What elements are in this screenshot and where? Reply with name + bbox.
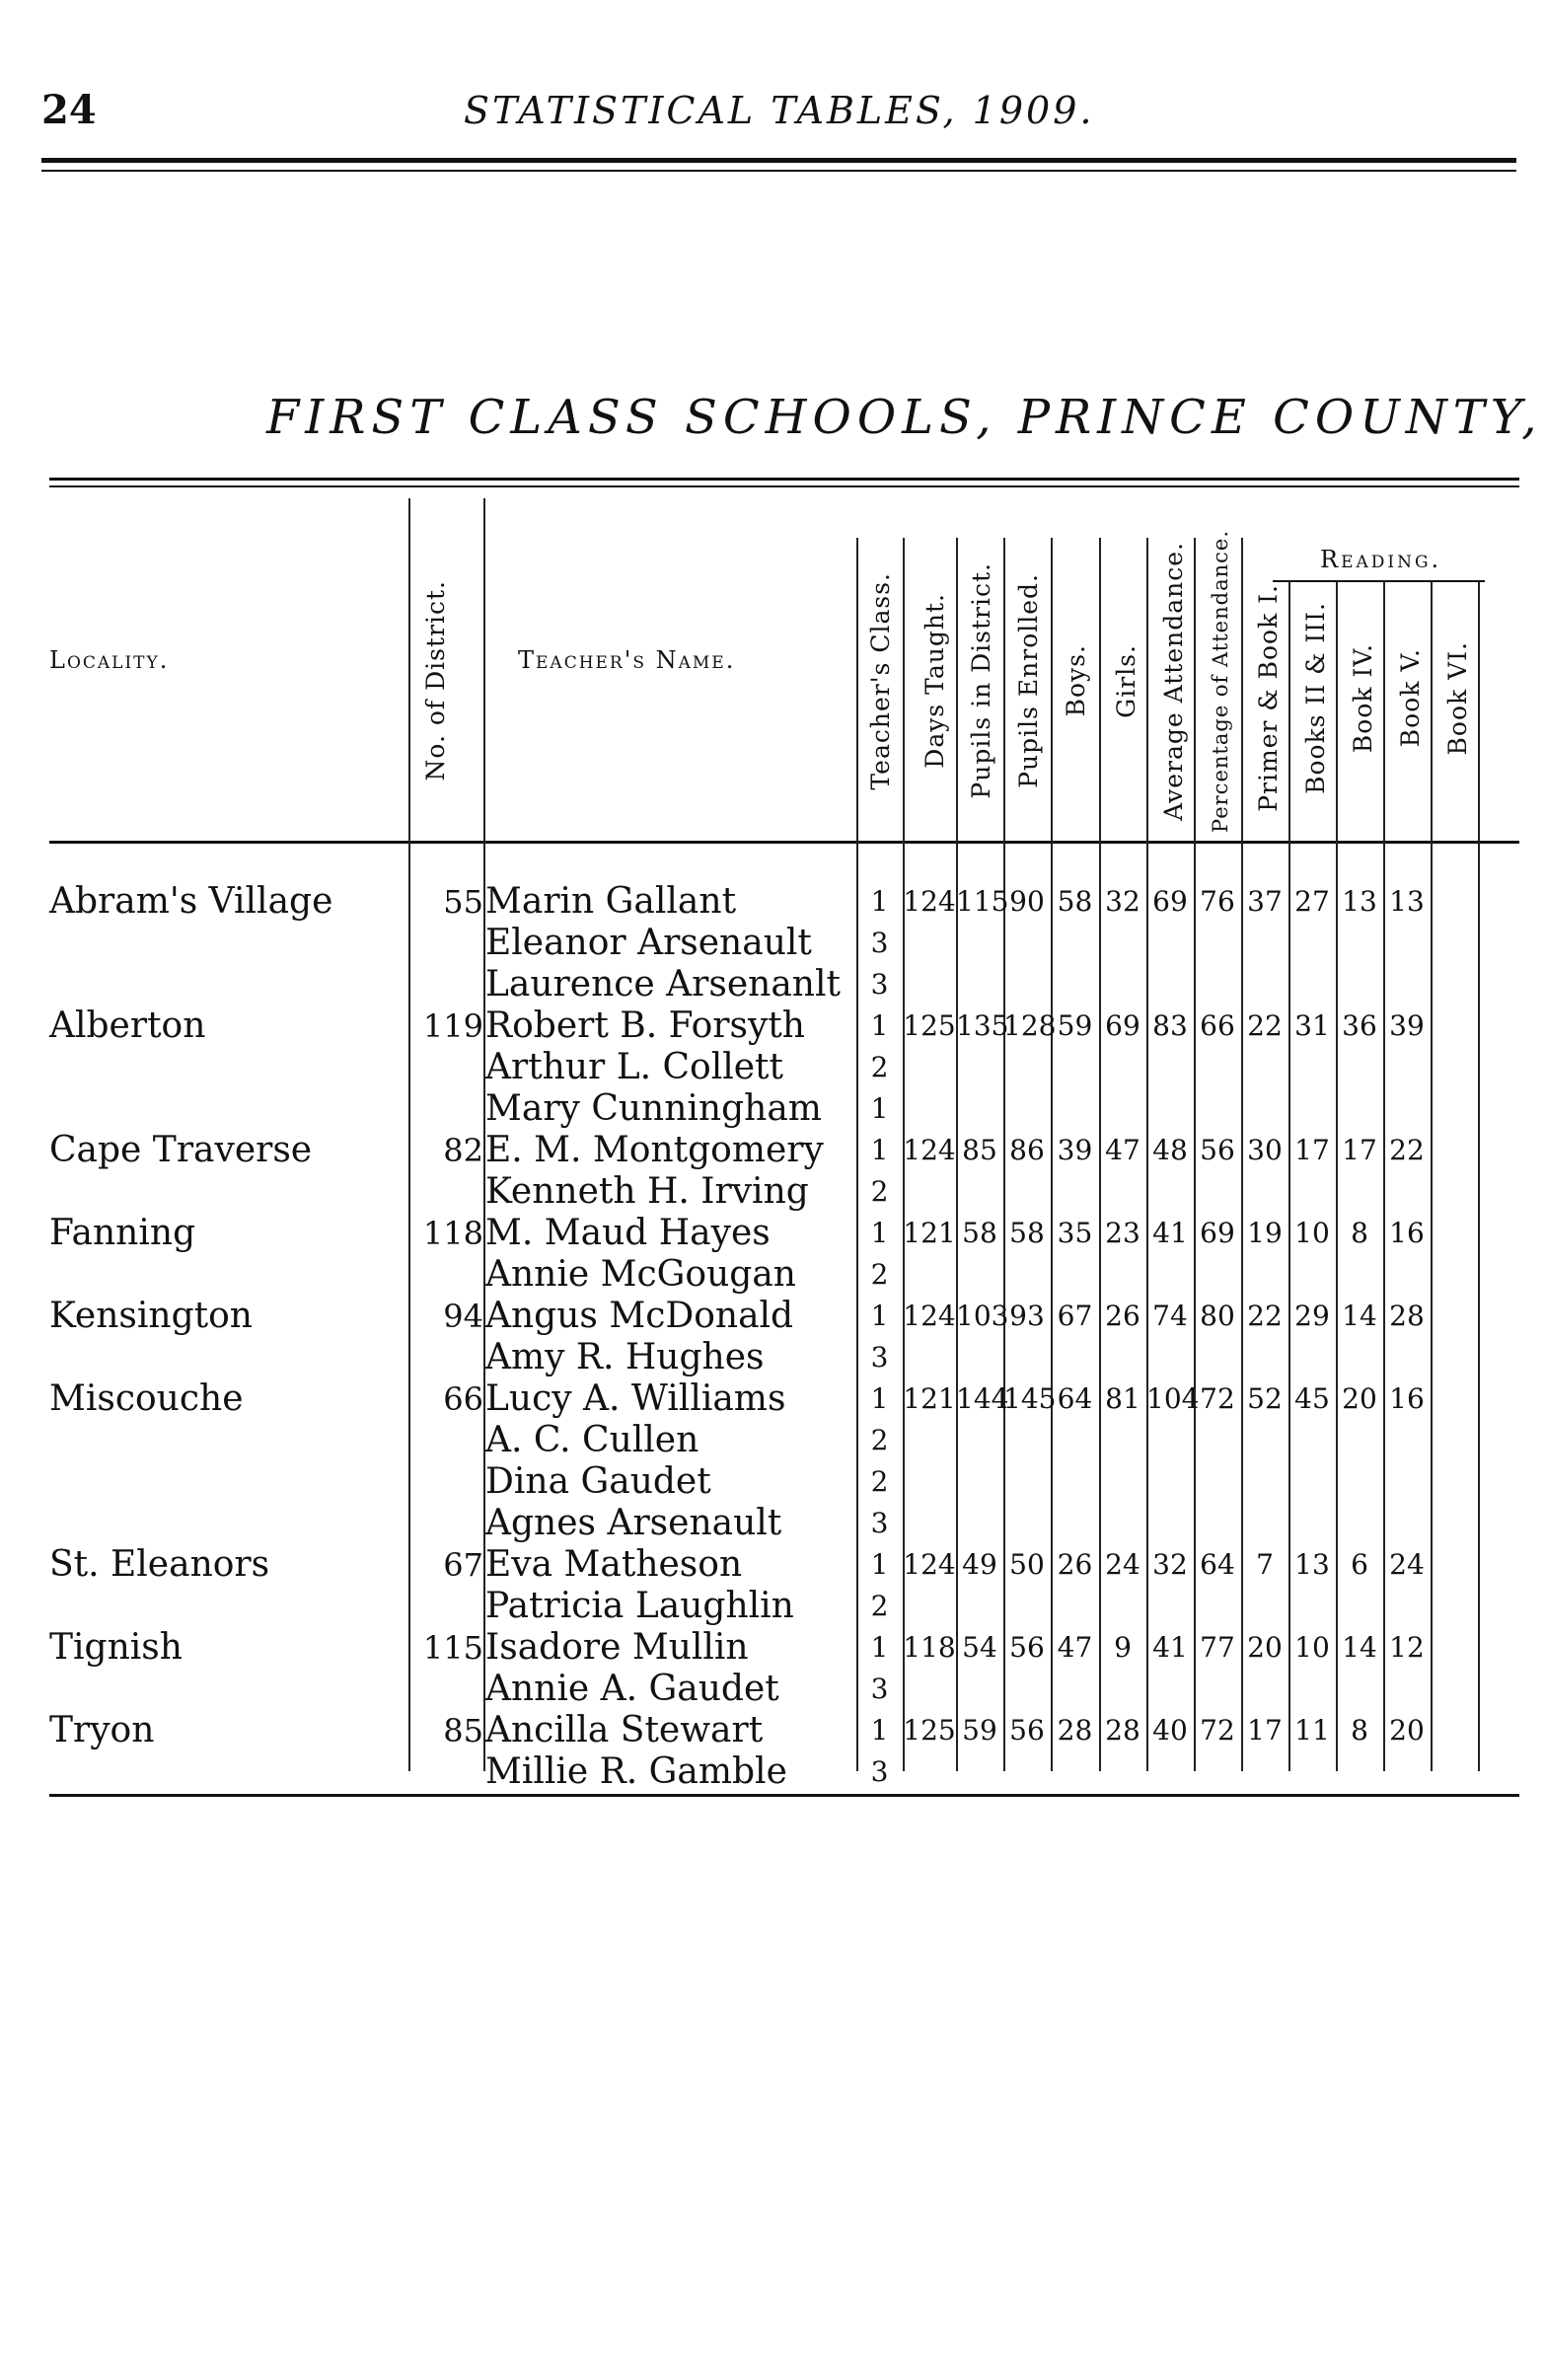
- teacher-cell: E. M. Montgomery: [485, 1130, 824, 1170]
- class-cell: 1: [870, 1382, 889, 1415]
- class-cell: 1: [870, 1009, 889, 1042]
- pupils-district-cell: 85: [962, 1134, 997, 1166]
- pupils-district-header: Pupils in District.: [966, 562, 995, 799]
- locality-cell: Tryon: [49, 1710, 155, 1750]
- pupils-district-cell: 49: [962, 1548, 997, 1581]
- boys-header: Boys.: [1061, 644, 1090, 717]
- teacher-cell: Patricia Laughlin: [485, 1586, 794, 1626]
- locality-cell: Alberton: [49, 1005, 206, 1046]
- enrolled-cell: 90: [1009, 885, 1045, 918]
- table-row: [0, 1627, 1545, 1669]
- district-header: No. of District.: [420, 580, 450, 781]
- teacher-cell: Annie A. Gaudet: [485, 1669, 779, 1709]
- percentage-cell: 80: [1200, 1300, 1235, 1332]
- pupils-district-cell: 135: [956, 1009, 1009, 1042]
- teacher-cell: Eva Matheson: [485, 1544, 743, 1585]
- district-cell: 66: [443, 1380, 483, 1418]
- district-cell: 94: [443, 1298, 483, 1335]
- table-row: [0, 1130, 1545, 1171]
- teacher-header: Teacher's Name.: [518, 646, 736, 674]
- class-cell: 3: [870, 1755, 889, 1788]
- book5-cell: 39: [1389, 1009, 1425, 1042]
- book4-cell: 8: [1351, 1714, 1368, 1747]
- teacher-cell: A. C. Cullen: [485, 1420, 699, 1460]
- enrolled-cell: 93: [1009, 1300, 1045, 1332]
- primer-header: Primer & Book I.: [1253, 584, 1283, 812]
- book5-cell: 16: [1389, 1382, 1425, 1415]
- header-body-rule: [49, 841, 1519, 844]
- books23-cell: 10: [1294, 1631, 1330, 1664]
- books23-cell: 13: [1294, 1548, 1330, 1581]
- teacher-cell: Amy R. Hughes: [485, 1337, 765, 1377]
- locality-cell: Abram's Village: [49, 881, 333, 922]
- books23-cell: 31: [1294, 1009, 1330, 1042]
- locality-cell: Miscouche: [49, 1378, 244, 1419]
- book5-cell: 24: [1389, 1548, 1425, 1581]
- teacher-cell: Robert B. Forsyth: [485, 1005, 805, 1046]
- class-cell: 1: [870, 1300, 889, 1332]
- locality-cell: Cape Traverse: [49, 1130, 313, 1170]
- pupils-district-cell: 103: [956, 1300, 1009, 1332]
- attendance-cell: 104: [1146, 1382, 1200, 1415]
- days-header: Days Taught.: [920, 593, 949, 769]
- percentage-header: Percentage of Attendance.: [1209, 529, 1232, 833]
- teacher-cell: Lucy A. Williams: [485, 1378, 786, 1419]
- table-row: [0, 1337, 1545, 1378]
- header-rule-thick: [41, 158, 1516, 163]
- days-cell: 124: [903, 1548, 956, 1581]
- district-cell: 67: [443, 1546, 483, 1584]
- teacher-cell: Millie R. Gamble: [485, 1751, 787, 1792]
- book4-header: Book IV.: [1348, 642, 1377, 754]
- table-row: [0, 1751, 1545, 1793]
- days-cell: 125: [903, 1714, 956, 1747]
- table-row: [0, 1088, 1545, 1130]
- primer-cell: 7: [1256, 1548, 1274, 1581]
- teacher-cell: Kenneth H. Irving: [485, 1171, 809, 1212]
- class-cell: 2: [870, 1590, 889, 1622]
- book4-cell: 14: [1342, 1300, 1377, 1332]
- enrolled-cell: 145: [1003, 1382, 1057, 1415]
- books23-cell: 10: [1294, 1217, 1330, 1249]
- title-rule-bottom: [49, 485, 1519, 487]
- table-row: [0, 1503, 1545, 1544]
- table-row: [0, 964, 1545, 1005]
- enrolled-cell: 128: [1003, 1009, 1057, 1042]
- book4-cell: 17: [1342, 1134, 1377, 1166]
- days-cell: 125: [903, 1009, 956, 1042]
- girls-header: Girls.: [1111, 643, 1140, 718]
- table-row: [0, 1005, 1545, 1047]
- table-row: [0, 1171, 1545, 1213]
- percentage-cell: 72: [1200, 1714, 1235, 1747]
- books23-cell: 17: [1294, 1134, 1330, 1166]
- boys-cell: 39: [1057, 1134, 1093, 1166]
- books23-header: Books II & III.: [1300, 602, 1330, 794]
- boys-cell: 59: [1057, 1009, 1093, 1042]
- table-row: [0, 1544, 1545, 1586]
- percentage-cell: 69: [1200, 1217, 1235, 1249]
- table-row: [0, 1669, 1545, 1710]
- header-rule-thin: [41, 170, 1516, 172]
- book4-cell: 14: [1342, 1631, 1377, 1664]
- class-cell: 3: [870, 1673, 889, 1705]
- class-cell: 2: [870, 1465, 889, 1498]
- table-row: [0, 1296, 1545, 1337]
- table-row: [0, 1047, 1545, 1088]
- class-cell: 2: [870, 1175, 889, 1208]
- days-cell: 118: [903, 1631, 956, 1664]
- class-cell: 2: [870, 1051, 889, 1083]
- books23-cell: 29: [1294, 1300, 1330, 1332]
- enrolled-cell: 86: [1009, 1134, 1045, 1166]
- locality-cell: Kensington: [49, 1296, 253, 1336]
- book4-cell: 20: [1342, 1382, 1377, 1415]
- teacher-cell: Mary Cunningham: [485, 1088, 822, 1129]
- attendance-cell: 32: [1152, 1548, 1188, 1581]
- girls-cell: 9: [1114, 1631, 1132, 1664]
- locality-header: Locality.: [49, 646, 170, 674]
- pupils-district-cell: 115: [956, 885, 1009, 918]
- table-row: [0, 1378, 1545, 1420]
- pupils-district-cell: 54: [962, 1631, 997, 1664]
- book5-cell: 12: [1389, 1631, 1425, 1664]
- table-row: [0, 881, 1545, 923]
- running-title: STATISTICAL TABLES, 1909.: [464, 89, 1095, 132]
- primer-cell: 52: [1247, 1382, 1283, 1415]
- boys-cell: 47: [1057, 1631, 1093, 1664]
- teacher-cell: Arthur L. Collett: [485, 1047, 783, 1087]
- attendance-cell: 69: [1152, 885, 1188, 918]
- percentage-cell: 64: [1200, 1548, 1235, 1581]
- class-cell: 3: [870, 968, 889, 1001]
- table-row: [0, 1461, 1545, 1503]
- days-cell: 124: [903, 1134, 956, 1166]
- boys-cell: 26: [1057, 1548, 1093, 1581]
- locality-cell: Tignish: [49, 1627, 183, 1668]
- table-title: FIRST CLASS SCHOOLS, PRINCE COUNTY,: [266, 390, 1543, 445]
- table-row: [0, 1213, 1545, 1254]
- enrolled-cell: 56: [1009, 1631, 1045, 1664]
- class-cell: 1: [870, 1217, 889, 1249]
- book5-header: Book V.: [1395, 648, 1425, 748]
- class-cell: 1: [870, 1092, 889, 1125]
- book5-cell: 16: [1389, 1217, 1425, 1249]
- girls-cell: 24: [1105, 1548, 1140, 1581]
- boys-cell: 64: [1057, 1382, 1093, 1415]
- boys-cell: 28: [1057, 1714, 1093, 1747]
- percentage-cell: 66: [1200, 1009, 1235, 1042]
- pupils-district-cell: 59: [962, 1714, 997, 1747]
- percentage-cell: 56: [1200, 1134, 1235, 1166]
- teacher-cell: Ancilla Stewart: [485, 1710, 764, 1750]
- page-number: 24: [41, 87, 97, 133]
- attendance-cell: 83: [1152, 1009, 1188, 1042]
- book5-cell: 13: [1389, 885, 1425, 918]
- class-cell: 1: [870, 1548, 889, 1581]
- percentage-cell: 72: [1200, 1382, 1235, 1415]
- girls-cell: 47: [1105, 1134, 1140, 1166]
- girls-cell: 26: [1105, 1300, 1140, 1332]
- primer-cell: 22: [1247, 1009, 1283, 1042]
- primer-cell: 19: [1247, 1217, 1283, 1249]
- book5-cell: 20: [1389, 1714, 1425, 1747]
- book5-cell: 28: [1389, 1300, 1425, 1332]
- table-bottom-rule: [49, 1794, 1519, 1797]
- teacher-cell: Eleanor Arsenault: [485, 923, 812, 963]
- days-cell: 124: [903, 885, 956, 918]
- class-cell: 3: [870, 927, 889, 959]
- attendance-cell: 74: [1152, 1300, 1188, 1332]
- book4-cell: 8: [1351, 1217, 1368, 1249]
- teacher-cell: Agnes Arsenault: [485, 1503, 782, 1543]
- girls-cell: 69: [1105, 1009, 1140, 1042]
- percentage-cell: 77: [1200, 1631, 1235, 1664]
- primer-cell: 30: [1247, 1134, 1283, 1166]
- class-cell: 2: [870, 1258, 889, 1291]
- table-row: [0, 1254, 1545, 1296]
- title-rule-top: [49, 478, 1519, 481]
- district-cell: 119: [422, 1007, 483, 1045]
- boys-cell: 35: [1057, 1217, 1093, 1249]
- girls-cell: 32: [1105, 885, 1140, 918]
- teacher-cell: Marin Gallant: [485, 881, 737, 922]
- primer-cell: 37: [1247, 885, 1283, 918]
- class-cell: 1: [870, 1714, 889, 1747]
- books23-cell: 45: [1294, 1382, 1330, 1415]
- table-row: [0, 1420, 1545, 1461]
- enrolled-cell: 58: [1009, 1217, 1045, 1249]
- primer-cell: 20: [1247, 1631, 1283, 1664]
- attendance-cell: 41: [1152, 1631, 1188, 1664]
- class-cell: 3: [870, 1507, 889, 1539]
- reading-group-header: Reading.: [1320, 546, 1442, 573]
- enrolled-header: Pupils Enrolled.: [1013, 573, 1043, 788]
- teacher-cell: Angus McDonald: [485, 1296, 794, 1336]
- pupils-district-cell: 58: [962, 1217, 997, 1249]
- locality-cell: Fanning: [49, 1213, 196, 1253]
- girls-cell: 28: [1105, 1714, 1140, 1747]
- books23-cell: 11: [1294, 1714, 1330, 1747]
- class-header: Teacher's Class.: [865, 571, 895, 790]
- attendance-cell: 40: [1152, 1714, 1188, 1747]
- book4-cell: 6: [1351, 1548, 1368, 1581]
- table-row: [0, 1710, 1545, 1751]
- class-cell: 2: [870, 1424, 889, 1456]
- books23-cell: 27: [1294, 885, 1330, 918]
- book4-cell: 13: [1342, 885, 1377, 918]
- book6-header: Book VI.: [1442, 640, 1472, 756]
- days-cell: 124: [903, 1300, 956, 1332]
- boys-cell: 67: [1057, 1300, 1093, 1332]
- attendance-cell: 48: [1152, 1134, 1188, 1166]
- attendance-cell: 41: [1152, 1217, 1188, 1249]
- pupils-district-cell: 144: [956, 1382, 1009, 1415]
- teacher-cell: M. Maud Hayes: [485, 1213, 771, 1253]
- class-cell: 1: [870, 1631, 889, 1664]
- teacher-cell: Dina Gaudet: [485, 1461, 711, 1502]
- table-row: [0, 923, 1545, 964]
- enrolled-cell: 56: [1009, 1714, 1045, 1747]
- teacher-cell: Laurence Arsenanlt: [485, 964, 841, 1004]
- district-cell: 115: [422, 1629, 483, 1667]
- boys-cell: 58: [1057, 885, 1093, 918]
- book5-cell: 22: [1389, 1134, 1425, 1166]
- attendance-header: Average Attendance.: [1158, 541, 1188, 821]
- enrolled-cell: 50: [1009, 1548, 1045, 1581]
- locality-cell: St. Eleanors: [49, 1544, 270, 1585]
- days-cell: 121: [903, 1217, 956, 1249]
- teacher-cell: Annie McGougan: [485, 1254, 796, 1295]
- primer-cell: 17: [1247, 1714, 1283, 1747]
- girls-cell: 81: [1105, 1382, 1140, 1415]
- primer-cell: 22: [1247, 1300, 1283, 1332]
- class-cell: 1: [870, 1134, 889, 1166]
- district-cell: 82: [443, 1132, 483, 1169]
- teacher-cell: Isadore Mullin: [485, 1627, 749, 1668]
- district-cell: 85: [443, 1712, 483, 1749]
- days-cell: 121: [903, 1382, 956, 1415]
- table-row: [0, 1586, 1545, 1627]
- percentage-cell: 76: [1200, 885, 1235, 918]
- girls-cell: 23: [1105, 1217, 1140, 1249]
- district-cell: 118: [422, 1215, 483, 1252]
- class-cell: 1: [870, 885, 889, 918]
- book4-cell: 36: [1342, 1009, 1377, 1042]
- district-cell: 55: [443, 883, 483, 921]
- class-cell: 3: [870, 1341, 889, 1374]
